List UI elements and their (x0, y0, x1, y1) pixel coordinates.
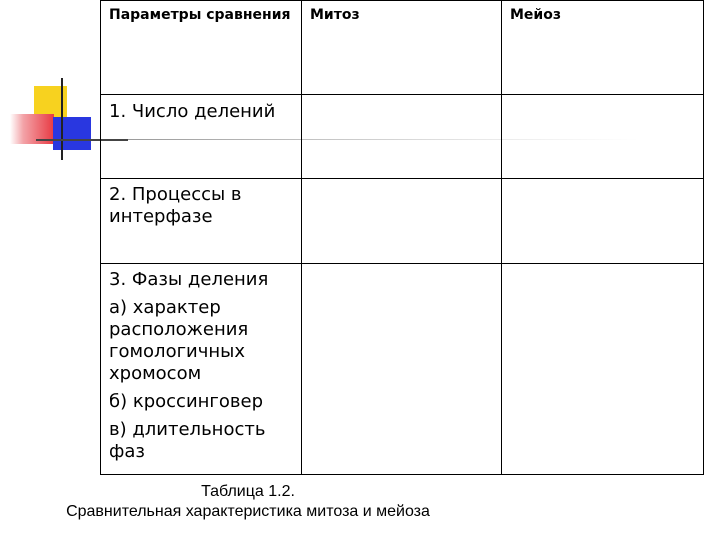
param-cell (101, 264, 302, 475)
param-sublabel: б) кроссинговер (109, 391, 263, 412)
header-parameters: Параметры сравнения (101, 1, 302, 95)
param-label: 2. Процессы в интерфазе (109, 184, 242, 227)
meiosis-cell[interactable] (502, 264, 704, 475)
caption-number: Таблица 1.2. (201, 483, 295, 500)
param-cell (101, 95, 302, 179)
param-cell (101, 179, 302, 264)
param-sublabel: в) длительность фаз (109, 419, 266, 462)
table-caption (0, 482, 496, 522)
logo-vertical-line (61, 78, 63, 160)
table-row (101, 179, 704, 264)
table-row (101, 95, 704, 179)
header-meiosis: Мейоз (502, 1, 704, 95)
caption-title: Сравнительная характеристика митоза и мейоза (66, 503, 430, 520)
param-label: 3. Фазы деления (109, 269, 269, 290)
meiosis-cell[interactable] (502, 179, 704, 264)
comparison-table (100, 0, 704, 475)
table-header-row (101, 1, 704, 95)
header-mitosis: Митоз (302, 1, 502, 95)
param-sublabel: а) характер расположения гомологичных хромосом (109, 297, 249, 384)
logo-blue-square (53, 117, 91, 150)
mitosis-cell[interactable] (302, 95, 502, 179)
meiosis-cell[interactable] (502, 95, 704, 179)
table-row (101, 264, 704, 475)
mitosis-cell[interactable] (302, 264, 502, 475)
mitosis-cell[interactable] (302, 179, 502, 264)
param-label: 1. Число делений (109, 101, 276, 122)
